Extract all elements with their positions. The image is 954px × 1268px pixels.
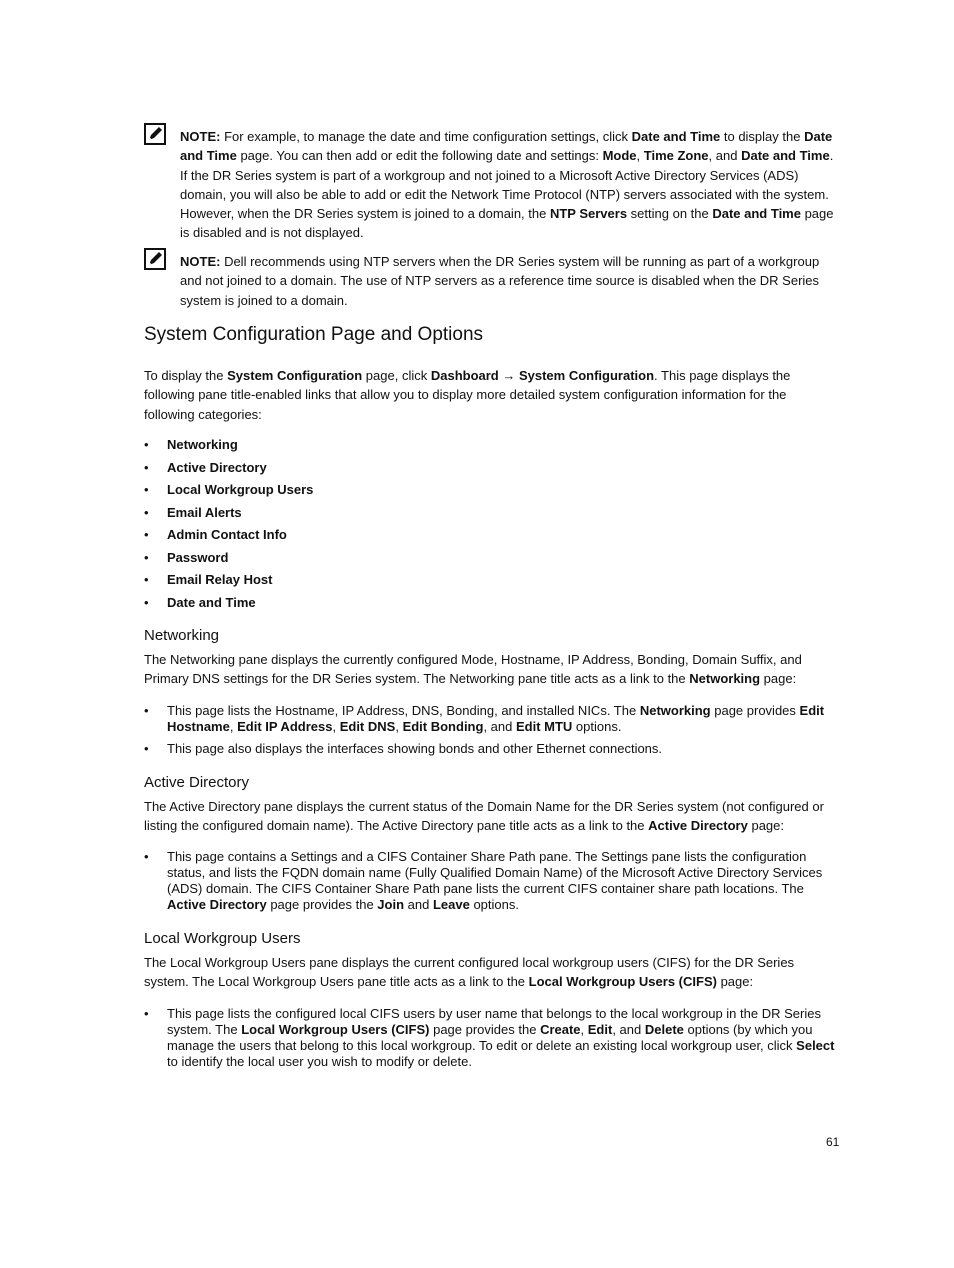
text-run: page: xyxy=(760,671,797,687)
text-run: To display the xyxy=(144,368,228,383)
networking-bullets xyxy=(144,703,844,763)
text-run: , xyxy=(395,719,403,734)
list-item: • Active Directory xyxy=(144,459,313,482)
text-run: setting on the xyxy=(627,206,713,222)
note-text xyxy=(180,252,844,310)
section-title: System Configuration Page and Options xyxy=(144,324,484,345)
local-workgroup-bullets xyxy=(144,1006,844,1076)
bold-term: Local Workgroup Users (CIFS) xyxy=(528,974,717,990)
bold-term: Date and Time xyxy=(712,206,801,222)
note-text xyxy=(180,127,844,243)
bold-term: Networking xyxy=(639,703,711,718)
text-run: , and xyxy=(708,148,742,164)
bold-term: Edit xyxy=(587,1022,613,1037)
bold-term: Edit IP Address xyxy=(237,719,333,734)
networking-paragraph xyxy=(144,650,839,689)
text-run: , and xyxy=(612,1022,645,1037)
bold-term: NOTE: xyxy=(180,254,221,269)
note-pencil-icon xyxy=(144,248,168,272)
list-item xyxy=(144,849,844,913)
text-run: , xyxy=(580,1022,588,1037)
bold-term: Date and Time xyxy=(631,129,721,144)
note-block-2 xyxy=(144,252,844,310)
bold-term: NTP Servers xyxy=(549,206,628,222)
bold-term: Edit DNS xyxy=(339,719,396,734)
list-item xyxy=(144,703,844,735)
bold-term: Date and Time xyxy=(741,148,830,164)
bold-term: Edit Hostname xyxy=(167,703,825,734)
text-run: . If the DR Series system is part of a workgroup and not joined to a Microsoft Active Directory Services (ADS) domain, you will also be able to add or edit the Network Time Protocol (NTP) servers associated with the system. However, when the DR Series system is joined to a domain, the xyxy=(180,148,834,222)
bold-term: Active Directory xyxy=(648,818,748,834)
text-run: options (by which you manage the users that belong to this local workgroup. To edit or delete an existing local workgroup user, click xyxy=(167,1022,813,1053)
bold-term: NOTE: xyxy=(180,129,221,144)
text-run: This page contains a Settings and a CIFS Container Share Path pane. The Settings pane lists the configuration status, and lists the FQDN domain name (Fully Qualified Domain Name) of the Microsoft Active Directory Services (ADS) domain. The CIFS Container Share Path pane lists the current CIFS container share path locations. The xyxy=(167,849,823,896)
text-run: Dell recommends using NTP servers when the DR Series system will be running as part of a workgroup and not joined to a domain. The use of NTP servers as a reference time source is disabled when the DR Series system is joined to a domain. xyxy=(180,254,820,308)
text-run: , and xyxy=(483,719,516,734)
text-run: . This page displays the following pane title-enabled links that allow you to display more detailed system configuration information for the following categories: xyxy=(144,368,791,422)
list-item: • Email Relay Host xyxy=(144,571,313,594)
page-number: 61 xyxy=(826,1135,840,1149)
text-run: , xyxy=(636,148,644,164)
list-item: • Networking xyxy=(144,436,313,459)
text-run: options. xyxy=(469,897,519,912)
text-run: page provides the xyxy=(266,897,378,912)
list-item: • Password xyxy=(144,549,313,572)
list-item xyxy=(144,1006,844,1070)
list-item: • Local Workgroup Users xyxy=(144,481,313,504)
text-run: For example, to manage the date and time configuration settings, click xyxy=(220,129,632,144)
text-run: and xyxy=(404,897,433,912)
bold-term: Active Directory xyxy=(167,897,267,912)
text-run: The Active Directory pane displays the current status of the Domain Name for the DR Series system (not configured or listing the configured domain name). The Active Directory pane title acts as a link to the xyxy=(144,799,824,834)
bold-term: Edit Bonding xyxy=(402,719,484,734)
text-run: , xyxy=(332,719,340,734)
bold-term: Time Zone xyxy=(643,148,709,164)
category-list xyxy=(144,436,313,616)
text-run: This page lists the configured local CIFS users by user name that belongs to the local workgroup in the DR Series system. The xyxy=(167,1006,821,1037)
intro-paragraph xyxy=(144,366,839,424)
text-run: to identify the local user you wish to modify or delete. xyxy=(167,1054,472,1069)
bold-term: Select xyxy=(796,1038,835,1053)
active-directory-bullets xyxy=(144,849,844,919)
text-run: This page lists the Hostname, IP Address, DNS, Bonding, and installed NICs. The xyxy=(167,703,640,718)
text-run: , xyxy=(229,719,238,734)
list-item: • Email Alerts xyxy=(144,504,313,527)
text-run: options. xyxy=(572,719,622,734)
text-run: page provides xyxy=(710,703,800,718)
list-item xyxy=(144,741,844,757)
bold-term: Leave xyxy=(432,897,470,912)
note-pencil-icon xyxy=(144,123,168,147)
text-run: This page also displays the interfaces showing bonds and other Ethernet connections. xyxy=(167,741,663,756)
text-run: page: xyxy=(716,974,754,990)
networking-heading: Networking xyxy=(144,627,220,644)
bold-term: Create xyxy=(540,1022,581,1037)
text-run: page. You can then add or edit the following date and settings: xyxy=(236,148,603,164)
text-run: to display the xyxy=(720,129,805,144)
local-workgroup-heading: Local Workgroup Users xyxy=(144,930,301,947)
bold-term: Networking xyxy=(689,671,761,687)
bold-term: Join xyxy=(377,897,405,912)
note-block-1 xyxy=(144,127,844,243)
active-directory-paragraph xyxy=(144,797,839,836)
list-item: • Date and Time xyxy=(144,594,313,617)
text-run: The Local Workgroup Users pane displays the current configured local workgroup users (CIFS) for the DR Series system. The Local Workgroup Users pane title acts as a link to the xyxy=(144,955,795,990)
bold-term: Local Workgroup Users (CIFS) xyxy=(241,1022,430,1037)
local-workgroup-paragraph xyxy=(144,953,839,992)
text-run: page: xyxy=(747,818,785,834)
text-run: The Networking pane displays the currently configured Mode, Hostname, IP Address, Bonding, Domain Suffix, and Primary DNS settings for the DR Series system. The Networking pane title acts as a link to the xyxy=(144,652,802,687)
list-item: • Admin Contact Info xyxy=(144,526,313,549)
text-run: page, click xyxy=(362,368,431,383)
bold-term: Mode xyxy=(602,148,637,164)
bold-term: System Configuration xyxy=(227,368,363,383)
text-run: page provides the xyxy=(429,1022,541,1037)
bold-term: Dashboard → System Configuration xyxy=(430,368,655,383)
active-directory-heading: Active Directory xyxy=(144,774,250,791)
text-run: page is disabled and is not displayed. xyxy=(180,206,834,241)
bold-term: Edit MTU xyxy=(515,719,573,734)
bold-term: Date and Time xyxy=(180,129,833,164)
bold-term: Delete xyxy=(644,1022,684,1037)
